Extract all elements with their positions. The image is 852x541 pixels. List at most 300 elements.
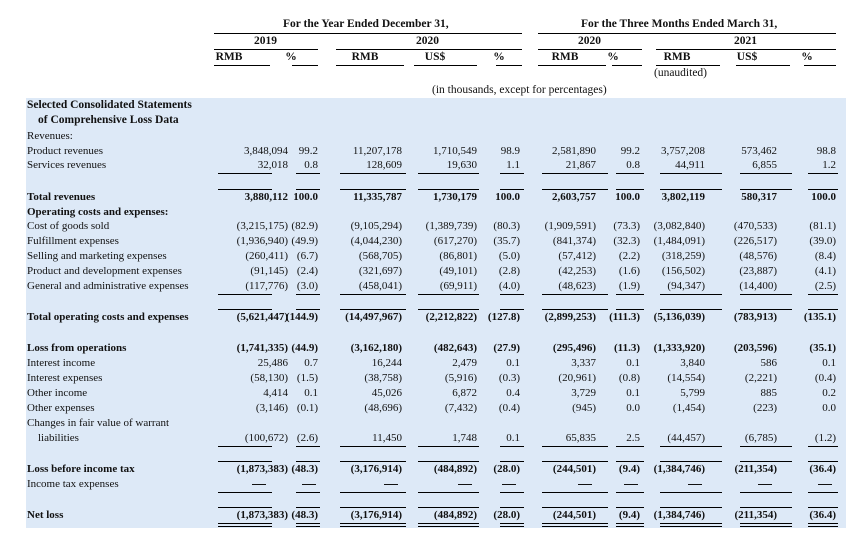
value-cell: (1,333,920) [653,342,705,354]
nil-dash [818,484,832,485]
units-note: (in thousands, except for percentages) [432,84,607,96]
row-label: Services revenues [27,159,107,171]
subtotal-rule [500,309,524,310]
row-label: Other income [27,387,88,399]
year-2020-rule [336,49,522,50]
value-cell: 6,872 [452,387,477,399]
currency-underline [292,65,318,66]
subtotal-rule [296,492,320,493]
value-cell: (48.3) [291,463,318,475]
value-cell: (111.3) [609,311,640,323]
subtotal-rule [740,189,792,190]
value-cell: 0.1 [506,357,520,369]
value-cell: (81.1) [809,220,836,232]
value-cell: (35.7) [493,235,520,247]
currency-header-cell: % [607,51,619,63]
subtotal-rule [542,309,608,310]
value-cell: (28.0) [493,463,520,475]
table-row [0,158,852,173]
value-cell: 25,486 [257,357,288,369]
value-cell: (568,705) [358,250,402,262]
value-cell: (3,146) [255,402,288,414]
row-label: liabilities [38,432,79,444]
subtotal-rule [660,507,722,508]
subtotal-rule [296,309,320,310]
subtotal-rule [418,189,479,190]
subtotal-rule [340,309,406,310]
row-label: Net loss [27,509,64,521]
value-cell: 0.4 [506,387,520,399]
value-cell: (211,354) [734,463,777,475]
section-title-line1: Selected Consolidated Statements [27,99,192,111]
currency-header-cell: US$ [424,51,446,63]
double-total-rule [808,523,838,527]
value-cell: (39.0) [809,235,836,247]
year-group-header: For the Year Ended December 31, [283,18,449,30]
value-cell: (1,873,383) [236,463,288,475]
subtotal-rule [616,309,644,310]
value-cell: 3,802,119 [661,191,705,203]
value-cell: 586 [760,357,777,369]
value-cell: (117,776) [245,280,288,292]
subtotal-rule [740,461,792,462]
value-cell: (470,533) [733,220,777,232]
currency-header-cell: RMB [215,51,243,63]
value-cell: 100.0 [495,191,520,203]
table-row [0,371,852,386]
subtotal-rule [808,173,838,174]
double-total-rule [418,523,479,527]
value-cell: (783,913) [733,311,777,323]
subtotal-rule [340,492,406,493]
table-row [0,205,852,220]
value-cell: (223) [753,402,777,414]
value-cell: (9,105,294) [350,220,402,232]
value-cell: (203,596) [733,342,777,354]
value-cell: (48,696) [364,402,402,414]
value-cell: (9.4) [618,463,640,475]
subtotal-rule [808,461,838,462]
subtotal-rule [660,294,722,295]
table-row [0,264,852,279]
value-cell: 1,748 [452,432,477,444]
value-cell: 1.1 [506,159,520,171]
value-cell: 3,840 [680,357,705,369]
nil-dash [758,484,772,485]
double-total-rule [500,523,524,527]
subtotal-rule [340,173,406,174]
row-label: Changes in fair value of warrant [27,417,170,429]
nil-dash [578,484,592,485]
value-cell: (91,145) [250,265,288,277]
subtotal-rule [500,446,524,447]
table-row [0,190,852,205]
currency-underline [656,65,720,66]
value-cell: (127.8) [487,311,520,323]
value-cell: (3,176,914) [350,463,402,475]
value-cell: 1,730,179 [433,191,477,203]
value-cell: (617,270) [433,235,477,247]
table-row [0,416,852,431]
value-cell: 2,603,757 [552,191,596,203]
value-cell: (3,162,180) [350,342,402,354]
value-cell: (48,576) [739,250,777,262]
value-cell: (135.1) [803,311,836,323]
subtotal-rule [808,309,838,310]
quarter-group-header: For the Three Months Ended March 31, [581,18,778,30]
value-cell: (1,384,746) [653,509,705,521]
subtotal-rule [542,173,608,174]
subtotal-rule [500,189,524,190]
value-cell: (9.4) [618,509,640,521]
value-cell: 1,710,549 [433,145,477,157]
value-cell: 2,479 [452,357,477,369]
nil-dash [624,484,638,485]
subtotal-rule [218,309,272,310]
value-cell: 19,630 [446,159,477,171]
value-cell: (1.9) [618,280,640,292]
value-cell: 2,581,890 [552,145,596,157]
value-cell: (35.1) [809,342,836,354]
value-cell: 573,462 [741,145,777,157]
subtotal-rule [808,492,838,493]
table-row [0,144,852,159]
table-row [0,356,852,371]
value-cell: (458,041) [358,280,402,292]
nil-dash [302,484,316,485]
subtotal-rule [740,294,792,295]
value-cell: 0.1 [822,357,836,369]
double-total-rule [616,523,644,527]
value-cell: (8.4) [814,250,836,262]
value-cell: (20,961) [558,372,596,384]
subtotal-rule [418,507,479,508]
value-cell: (2,899,253) [544,311,596,323]
currency-header-cell: RMB [663,51,691,63]
year-group-rule [214,33,522,34]
value-cell: (5,136,039) [653,311,705,323]
row-label: Loss from operations [27,342,127,354]
value-cell: 100.0 [293,191,318,203]
table-row [0,279,852,294]
subtotal-rule [740,309,792,310]
value-cell: 16,244 [371,357,402,369]
currency-header-cell: % [285,51,297,63]
value-cell: (484,892) [433,509,477,521]
value-cell: (1,873,383) [236,509,288,521]
currency-header-cell: US$ [736,51,758,63]
subtotal-rule [542,461,608,462]
value-cell: 0.7 [304,357,318,369]
value-cell: (5,621,447) [236,311,288,323]
value-cell: 3,757,208 [661,145,705,157]
value-cell: (260,411) [245,250,288,262]
subtotal-rule [500,492,524,493]
subtotal-rule [542,446,608,447]
value-cell: (244,501) [552,463,596,475]
value-cell: 5,799 [680,387,705,399]
double-total-rule [340,523,406,527]
subtotal-rule [296,189,320,190]
value-cell: 0.0 [626,402,640,414]
subtotal-rule [740,492,792,493]
subtotal-rule [542,189,608,190]
value-cell: 3,880,112 [244,191,288,203]
currency-underline [496,65,522,66]
value-cell: 65,835 [565,432,596,444]
subtotal-rule [808,446,838,447]
value-cell: (1,454) [672,402,705,414]
value-cell: 99.2 [298,145,318,157]
currency-underline [414,65,477,66]
subtotal-rule [808,507,838,508]
row-label: Fulfillment expenses [27,235,119,247]
value-cell: (6.7) [296,250,318,262]
quarter-2020-header: 2020 [578,35,601,47]
subtotal-rule [340,294,406,295]
subtotal-rule [660,446,722,447]
value-cell: (23,887) [739,265,777,277]
subtotal-rule [296,294,320,295]
value-cell: (100,672) [244,432,288,444]
value-cell: 885 [760,387,777,399]
subtotal-rule [296,461,320,462]
currency-underline [336,65,404,66]
value-cell: (3,176,914) [350,509,402,521]
table-row [0,234,852,249]
value-cell: (2.4) [296,265,318,277]
nil-dash [458,484,472,485]
subtotal-rule [500,461,524,462]
value-cell: (49,101) [439,265,477,277]
value-cell: 11,207,178 [352,145,402,157]
currency-header-cell: % [801,51,813,63]
row-label: Interest income [27,357,96,369]
table-row [0,129,852,144]
value-cell: (2.6) [296,432,318,444]
row-label: Income tax expenses [27,478,119,490]
subtotal-rule [740,507,792,508]
subtotal-rule [418,294,479,295]
value-cell: 1.2 [822,159,836,171]
subtotal-rule [418,492,479,493]
value-cell: (3.0) [296,280,318,292]
value-cell: (36.4) [809,509,836,521]
value-cell: (94,347) [667,280,705,292]
value-cell: 44,911 [675,159,705,171]
value-cell: 11,450 [372,432,402,444]
value-cell: 100.0 [615,191,640,203]
value-cell: (5.0) [498,250,520,262]
value-cell: 98.8 [816,145,836,157]
double-total-rule [296,523,320,527]
value-cell: (4.0) [498,280,520,292]
table-row [0,386,852,401]
subtotal-rule [740,173,792,174]
value-cell: (0.8) [618,372,640,384]
value-cell: (1,484,091) [653,235,705,247]
value-cell: 4,414 [263,387,288,399]
table-row [0,341,852,356]
value-cell: 99.2 [620,145,640,157]
currency-underline [612,65,642,66]
value-cell: (0.4) [814,372,836,384]
value-cell: (42,253) [558,265,596,277]
value-cell: (14,497,967) [345,311,402,323]
subtotal-rule [418,173,479,174]
nil-dash [688,484,702,485]
value-cell: (2.2) [618,250,640,262]
value-cell: (0.3) [498,372,520,384]
subtotal-rule [296,173,320,174]
double-total-rule [660,523,722,527]
currency-underline [804,65,836,66]
table-row [0,310,852,325]
subtotal-rule [218,294,272,295]
value-cell: 0.2 [822,387,836,399]
subtotal-rule [616,173,644,174]
value-cell: (44.9) [291,342,318,354]
value-cell: (32.3) [613,235,640,247]
value-cell: 0.1 [506,432,520,444]
value-cell: 32,018 [257,159,288,171]
value-cell: 0.1 [626,357,640,369]
subtotal-rule [660,461,722,462]
value-cell: 128,609 [366,159,402,171]
currency-underline [736,65,790,66]
value-cell: (7,432) [444,402,477,414]
value-cell: (4.1) [814,265,836,277]
currency-header-cell: RMB [551,51,579,63]
row-label: Product revenues [27,145,104,157]
value-cell: (44,457) [667,432,705,444]
value-cell: 3,848,094 [244,145,288,157]
table-row [0,462,852,477]
quarter-group-rule [538,33,836,34]
value-cell: (1.2) [814,432,836,444]
subtotal-rule [808,189,838,190]
value-cell: (2,221) [744,372,777,384]
currency-header-cell: % [493,51,505,63]
value-cell: (4,044,230) [350,235,402,247]
value-cell: (226,517) [733,235,777,247]
value-cell: (82.9) [291,220,318,232]
row-label: Operating costs and expenses: [27,206,169,218]
section-title-line2: of Comprehensive Loss Data [38,114,179,126]
value-cell: 3,729 [571,387,596,399]
value-cell: (318,259) [661,250,705,262]
double-total-rule [542,523,608,527]
subtotal-rule [500,507,524,508]
value-cell: 0.8 [304,159,318,171]
value-cell: 3,337 [571,357,596,369]
subtotal-rule [740,446,792,447]
value-cell: (1,936,940) [236,235,288,247]
value-cell: (1,389,739) [425,220,477,232]
subtotal-rule [340,507,406,508]
value-cell: (3,082,840) [653,220,705,232]
value-cell: (295,496) [552,342,596,354]
value-cell: 580,317 [741,191,777,203]
value-cell: (1,384,746) [653,463,705,475]
row-label: Other expenses [27,402,95,414]
subtotal-rule [218,461,272,462]
table-row [0,431,852,446]
quarter-2021-rule [656,49,836,50]
subtotal-rule [418,461,479,462]
value-cell: (86,801) [439,250,477,262]
row-label: Cost of goods sold [27,220,110,232]
value-cell: (38,758) [364,372,402,384]
value-cell: (36.4) [809,463,836,475]
value-cell: (48.3) [291,509,318,521]
value-cell: 45,026 [371,387,402,399]
double-total-rule [740,523,792,527]
double-total-rule [218,523,272,527]
subtotal-rule [616,492,644,493]
value-cell: 0.1 [626,387,640,399]
row-label: Product and development expenses [27,265,182,277]
year-2019-header: 2019 [254,35,277,47]
subtotal-rule [296,507,320,508]
subtotal-rule [218,189,272,190]
value-cell: (484,892) [433,463,477,475]
row-label: Interest expenses [27,372,103,384]
value-cell: (49.9) [291,235,318,247]
value-cell: (73.3) [613,220,640,232]
value-cell: (6,785) [744,432,777,444]
value-cell: (1,741,335) [236,342,288,354]
value-cell: (14,400) [739,280,777,292]
currency-header-cell: RMB [351,51,379,63]
nil-dash [252,484,266,485]
table-row [0,477,852,492]
value-cell: (482,643) [433,342,477,354]
value-cell: 98.9 [500,145,520,157]
subtotal-rule [500,294,524,295]
value-cell: (48,623) [558,280,596,292]
subtotal-rule [542,294,608,295]
subtotal-rule [616,446,644,447]
subtotal-rule [616,294,644,295]
quarter-2021-header: 2021 [734,35,757,47]
value-cell: (1.5) [296,372,318,384]
subtotal-rule [418,309,479,310]
row-label: Revenues: [27,130,73,142]
year-2020-header: 2020 [416,35,439,47]
subtotal-rule [660,492,722,493]
subtotal-rule [660,309,722,310]
value-cell: (1,909,591) [544,220,596,232]
value-cell: 2.5 [626,432,640,444]
value-cell: (0.1) [296,402,318,414]
subtotal-rule [218,507,272,508]
value-cell: (244,501) [552,509,596,521]
value-cell: (14,554) [667,372,705,384]
table-row [0,219,852,234]
value-cell: (156,502) [661,265,705,277]
subtotal-rule [340,189,406,190]
subtotal-rule [808,294,838,295]
quarter-2020-rule [538,49,642,50]
value-cell: (69,911) [439,280,477,292]
value-cell: 11,335,787 [353,191,402,203]
subtotal-rule [616,189,644,190]
value-cell: (1.6) [618,265,640,277]
currency-underline [538,65,606,66]
nil-dash [502,484,516,485]
subtotal-rule [218,173,272,174]
